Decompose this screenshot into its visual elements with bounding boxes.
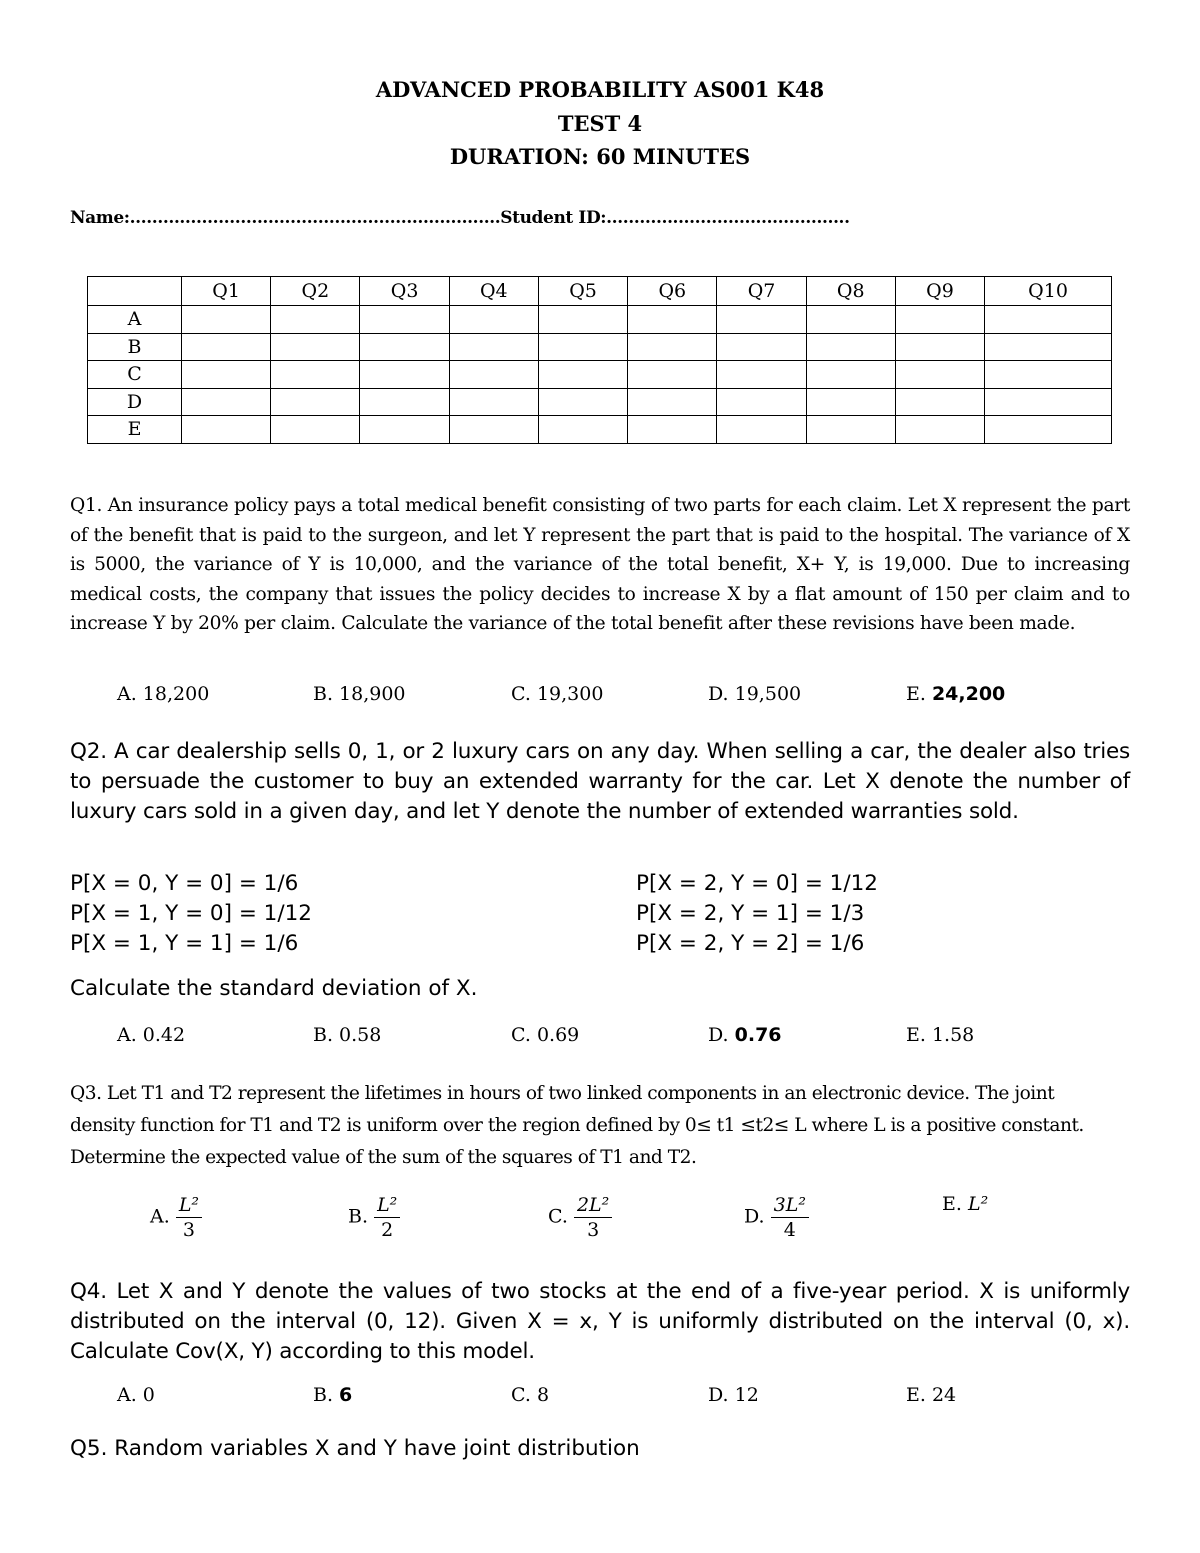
- q1-choice-b: B. 18,900: [313, 683, 406, 705]
- grid-cell[interactable]: [271, 333, 360, 361]
- grid-cell[interactable]: [985, 306, 1112, 334]
- grid-cell[interactable]: [538, 306, 627, 334]
- grid-col-header: Q10: [985, 277, 1112, 306]
- grid-cell[interactable]: [449, 388, 538, 416]
- grid-cell[interactable]: [538, 333, 627, 361]
- grid-row-label: B: [88, 333, 182, 361]
- grid-cell[interactable]: [360, 306, 449, 334]
- grid-row: [88, 361, 1112, 389]
- grid-row: [88, 306, 1112, 334]
- grid-cell[interactable]: [717, 306, 806, 334]
- q2-prob: P[X = 0, Y = 0] = 1/6: [70, 871, 299, 896]
- grid-cell[interactable]: [628, 306, 717, 334]
- grid-cell[interactable]: [985, 333, 1112, 361]
- grid-row-label: D: [88, 388, 182, 416]
- q3-choice-d: [744, 1193, 809, 1242]
- grid-col-header: Q8: [806, 277, 895, 306]
- grid-row: [88, 416, 1112, 444]
- grid-cell[interactable]: [895, 306, 984, 334]
- grid-cell[interactable]: [895, 416, 984, 444]
- q3-fraction: $\frac{\text{2L²}}{3}$: [574, 1193, 612, 1242]
- q2-choice-b: B. 0.58: [313, 1024, 382, 1046]
- grid-corner-cell: [88, 277, 182, 306]
- grid-row-label: A: [88, 306, 182, 334]
- q3-choice-e: [942, 1193, 988, 1215]
- grid-cell[interactable]: [895, 333, 984, 361]
- grid-cell[interactable]: [182, 306, 271, 334]
- grid-cell[interactable]: [449, 306, 538, 334]
- grid-cell[interactable]: [628, 361, 717, 389]
- q3-choice-label: C.: [548, 1205, 568, 1228]
- grid-cell[interactable]: [182, 361, 271, 389]
- q3-line1: Q3. Let T1 and T2 represent the lifetimes in hours of two linked components in an electronic device. The joint: [70, 1083, 1055, 1104]
- grid-cell[interactable]: [538, 361, 627, 389]
- grid-cell[interactable]: [806, 361, 895, 389]
- grid-cell[interactable]: [360, 388, 449, 416]
- q2-prob: P[X = 1, Y = 0] = 1/12: [70, 901, 312, 926]
- q1-choice-a: A. 18,200: [117, 683, 210, 705]
- grid-cell[interactable]: [271, 416, 360, 444]
- q2-choice-d-label: D.: [708, 1024, 735, 1046]
- grid-cell[interactable]: [895, 388, 984, 416]
- grid-cell[interactable]: [628, 333, 717, 361]
- q3-choice-label: E.: [942, 1193, 962, 1215]
- grid-cell[interactable]: [717, 388, 806, 416]
- q1-answer: 24,200: [931, 683, 1006, 705]
- q4-choice-a: A. 0: [117, 1384, 155, 1406]
- exam-title: ADVANCED PROBABILITY AS001 K48: [375, 77, 825, 102]
- q2-prob: P[X = 2, Y = 2] = 1/6: [636, 931, 865, 956]
- test-number: TEST 4: [557, 111, 643, 136]
- grid-cell[interactable]: [628, 388, 717, 416]
- q1-choice-e-label: E.: [906, 683, 932, 705]
- q3-choice-label: A.: [150, 1205, 170, 1228]
- q1-choice-d: D. 19,500: [708, 683, 802, 705]
- q3-fraction: $\frac{\text{L²}}{2}$: [374, 1193, 400, 1242]
- q2-choice-a: A. 0.42: [117, 1024, 186, 1046]
- grid-cell[interactable]: [538, 416, 627, 444]
- q1-choice-c: C. 19,300: [511, 683, 604, 705]
- grid-cell[interactable]: [360, 416, 449, 444]
- grid-cell[interactable]: [449, 416, 538, 444]
- grid-cell[interactable]: [182, 388, 271, 416]
- grid-cell[interactable]: [182, 416, 271, 444]
- answer-grid: [87, 276, 1112, 444]
- grid-cell[interactable]: [182, 333, 271, 361]
- q2-prob: P[X = 1, Y = 1] = 1/6: [70, 931, 299, 956]
- q3-line2: density function for T1 and T2 is uniform over the region defined by 0≤ t1 ≤t2≤ L where L is a positive constant.: [70, 1115, 1084, 1136]
- q1-choice-e: [906, 683, 1005, 705]
- q4-answer: 6: [339, 1384, 353, 1406]
- q4-text: Q4. Let X and Y denote the values of two stocks at the end of a five-year period. X is uniformly distributed on the interval (0, 12). Given X = x, Y is uniformly distributed on the interval (0, x). Calculate Cov(X, Y) according to this model.: [70, 1279, 1130, 1364]
- grid-cell[interactable]: [271, 388, 360, 416]
- grid-col-header: Q6: [628, 277, 717, 306]
- grid-col-header: Q5: [538, 277, 627, 306]
- q3-fraction: $\frac{\text{L²}}{3}$: [176, 1193, 202, 1242]
- grid-cell[interactable]: [271, 361, 360, 389]
- q2-choice-e: E. 1.58: [906, 1024, 975, 1046]
- q3-choice-b: [348, 1193, 400, 1242]
- grid-col-header: Q7: [717, 277, 806, 306]
- grid-cell[interactable]: [717, 416, 806, 444]
- grid-cell[interactable]: [717, 361, 806, 389]
- grid-cell[interactable]: [360, 361, 449, 389]
- q3-fraction: $\frac{\text{3L²}}{4}$: [771, 1193, 809, 1242]
- grid-cell[interactable]: [538, 388, 627, 416]
- grid-cell[interactable]: [806, 388, 895, 416]
- grid-cell[interactable]: [806, 416, 895, 444]
- q1-text: Q1. An insurance policy pays a total medical benefit consisting of two parts for each claim. Let X represent the part of the benefit that is paid to the surgeon, and let Y represent the part that is paid to the hospital. The variance of X is 5000, the variance of Y is 10,000, and the variance of the total benefit, X+ Y, is 19,000. Due to increasing medical costs, the company that issues the policy decides to increase X by a flat amount of 150 per claim and to increase Y by 20% per claim. Calculate the variance of the total benefit after these revisions have been made.: [70, 495, 1130, 635]
- grid-cell[interactable]: [985, 388, 1112, 416]
- grid-cell[interactable]: [985, 361, 1112, 389]
- grid-cell[interactable]: [717, 333, 806, 361]
- q5-text: Q5. Random variables X and Y have joint distribution: [70, 1436, 640, 1461]
- q2-answer: 0.76: [734, 1024, 782, 1046]
- name-student-id-line: Name:…………………………………………………….......Student ID:……………………………………..: [70, 208, 850, 228]
- grid-col-header: Q9: [895, 277, 984, 306]
- grid-cell[interactable]: [449, 333, 538, 361]
- q3-choice-a: [150, 1193, 202, 1242]
- q3-line3: Determine the expected value of the sum of the squares of T1 and T2.: [70, 1147, 697, 1168]
- grid-cell[interactable]: [628, 416, 717, 444]
- grid-cell[interactable]: [806, 306, 895, 334]
- q2-choice-d: [708, 1024, 782, 1046]
- q4-choice-c: C. 8: [511, 1384, 550, 1406]
- grid-col-header: Q2: [271, 277, 360, 306]
- q4-choice-b-label: B.: [313, 1384, 340, 1406]
- grid-row-label: C: [88, 361, 182, 389]
- grid-cell[interactable]: [806, 333, 895, 361]
- q4-choice-d: D. 12: [708, 1384, 759, 1406]
- grid-col-header: Q1: [182, 277, 271, 306]
- grid-col-header: Q3: [360, 277, 449, 306]
- q3-choice-label: B.: [348, 1205, 369, 1228]
- grid-cell[interactable]: [985, 416, 1112, 444]
- q2-text: Q2. A car dealership sells 0, 1, or 2 luxury cars on any day. When selling a car, the dealer also tries to persuade the customer to buy an extended warranty for the car. Let X denote the number of luxury cars sold in a given day, and let Y denote the number of extended warranties sold.: [70, 739, 1130, 824]
- grid-header-row: [88, 277, 1112, 306]
- q2-prob: P[X = 2, Y = 0] = 1/12: [636, 871, 878, 896]
- q2-prob: P[X = 2, Y = 1] = 1/3: [636, 901, 865, 926]
- q2-question: Calculate the standard deviation of X.: [70, 976, 478, 1001]
- grid-row: [88, 333, 1112, 361]
- grid-row: [88, 388, 1112, 416]
- duration: DURATION: 60 MINUTES: [449, 144, 751, 169]
- grid-cell[interactable]: [895, 361, 984, 389]
- q4-choice-b: [313, 1384, 352, 1406]
- q3-choice-c: [548, 1193, 612, 1242]
- grid-row-label: E: [88, 416, 182, 444]
- q4-choice-e: E. 24: [906, 1384, 957, 1406]
- grid-cell[interactable]: [271, 306, 360, 334]
- q3-choice-e-value: L²: [967, 1193, 989, 1215]
- grid-cell[interactable]: [360, 333, 449, 361]
- grid-col-header: Q4: [449, 277, 538, 306]
- q2-choice-c: C. 0.69: [511, 1024, 580, 1046]
- q3-choice-label: D.: [744, 1205, 765, 1228]
- grid-cell[interactable]: [449, 361, 538, 389]
